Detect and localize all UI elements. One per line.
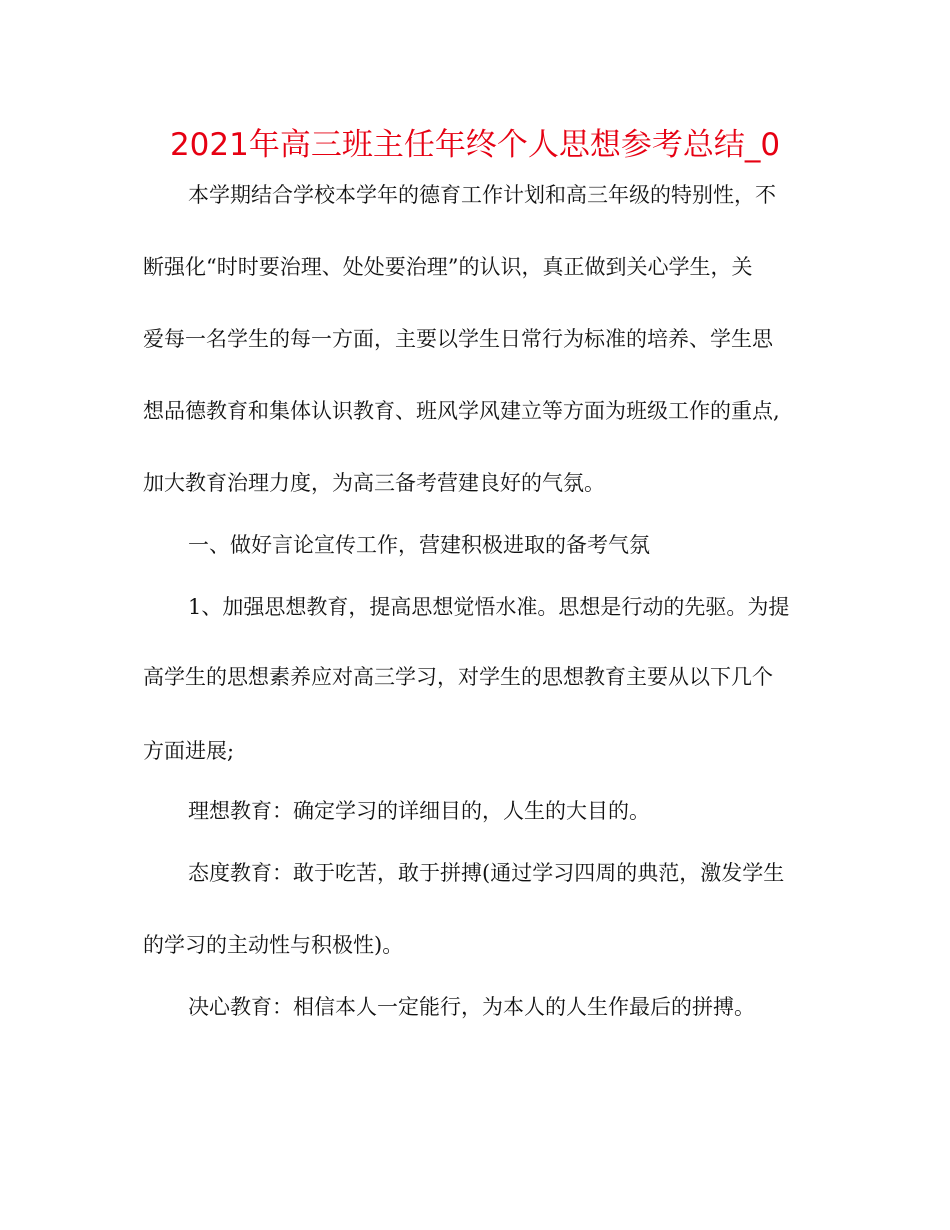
paragraph-3-line-1: 1、加强思想教育，提高思想觉悟水准。思想是行动的先驱。为提 <box>188 595 790 619</box>
paragraph-3-line-3: 方面进展; <box>143 739 235 763</box>
document-title: 2021年高三班主任年终个人思想参考总结_0 <box>169 127 781 163</box>
section-heading-1: 一、做好言论宣传工作，营建积极进取的备考气氛 <box>188 533 650 557</box>
paragraph-1-line-5: 加大教育治理力度，为高三备考营建良好的气氛。 <box>143 471 605 495</box>
paragraph-5-line-2: 的学习的主动性与积极性)。 <box>143 933 404 957</box>
paragraph-3-line-2: 高学生的思想素养应对高三学习，对学生的思想教育主要从以下几个 <box>143 665 773 689</box>
paragraph-1-line-4: 想品德教育和集体认识教育、班风学风建立等方面为班级工作的重点, <box>143 399 780 423</box>
paragraph-1-line-1: 本学期结合学校本学年的德育工作计划和高三年级的特别性，不 <box>188 183 776 207</box>
paragraph-1-line-2: 断强化“时时要治理、处处要治理”的认识，真正做到关心学生，关 <box>143 255 753 279</box>
paragraph-6-line-1: 决心教育：相信本人一定能行，为本人的人生作最后的拼搏。 <box>188 995 755 1019</box>
paragraph-1-line-3: 爱每一名学生的每一方面，主要以学生日常行为标准的培养、学生思 <box>143 327 773 351</box>
paragraph-4-line-1: 理想教育：确定学习的详细目的，人生的大目的。 <box>188 799 650 823</box>
paragraph-5-line-1: 态度教育：敢于吃苦，敢于拼搏(通过学习四周的典范，激发学生 <box>188 861 785 885</box>
